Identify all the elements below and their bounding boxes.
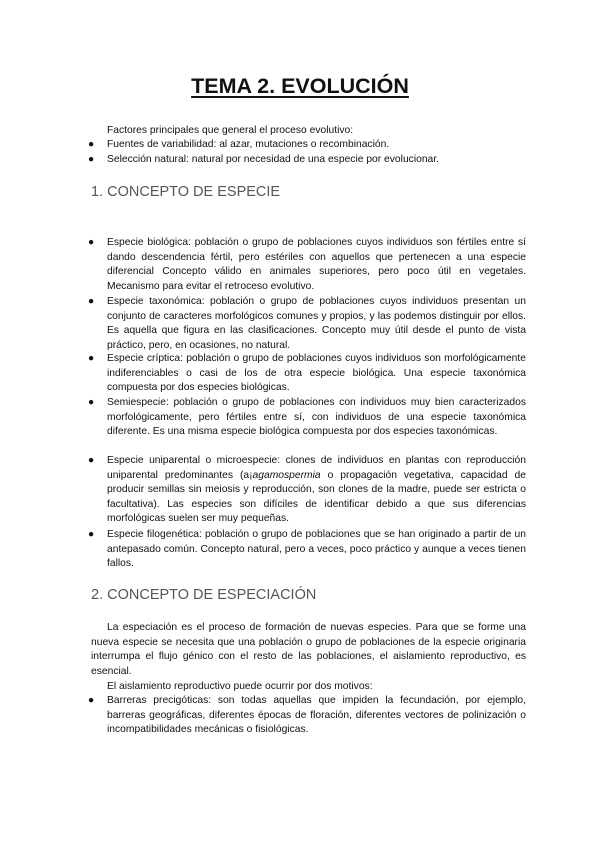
bullet-icon: ●: [88, 139, 95, 150]
bullet-icon: ●: [88, 237, 95, 248]
list-item: ● Especie uniparental o microespecie: clones de individuos en plantas con reproducción uniparental predominantes (a¡agamospermia o propagación vegetativa, capacidad de producir semillas sin meiosis y reproducción, son clones de la madre, puede ser estricta o facultativa). Las especies son difíciles de identificar debido a que sus diferencias morfológicas suelen ser muy pequeñas.: [88, 455, 526, 525]
intro-bullet-1: ● Fuentes de variabilidad: al azar, mutaciones o recombinación.: [107, 138, 507, 153]
section-1-heading: 1. CONCEPTO DE ESPECIE: [91, 184, 281, 200]
list-item: ● Barreras precigóticas: son todas aquellas que impiden la fecundación, por ejemplo, barreras geográficas, diferentes épocas de floración, diferentes vectores de polinización o incompatibilidades mecánicas o fisiológicas.: [88, 695, 526, 736]
bullet-icon: ●: [88, 397, 95, 408]
bullet-icon: ●: [88, 455, 95, 466]
list-item: ● Especie biológica: población o grupo de poblaciones cuyos individuos son fértiles entre sí dando descendencia fértil, pero estériles con aquellos que pertenecen a una especie diferencial Concepto válido en animales superiores, pero poco útil en vegetales. Mecanismo para evitar el retroceso evolutivo.: [88, 237, 526, 292]
italic-term: agamospermia: [252, 469, 321, 481]
list-item: ● Especie críptica: población o grupo de poblaciones cuyos individuos son morfológicamente indiferenciables o casi de los de otra especie biológica. Una especie taxonómica compuesta por dos especies biológicas.: [88, 353, 526, 394]
bullet-icon: ●: [88, 296, 95, 307]
bullet-icon: ●: [88, 695, 95, 706]
bullet-icon: ●: [88, 529, 95, 540]
section-2-lead: El aislamiento reproductivo puede ocurrir por dos motivos:: [107, 681, 373, 692]
bullet-icon: ●: [88, 353, 95, 364]
intro-text: Factores principales que general el proceso evolutivo:: [107, 125, 354, 136]
intro-bullet-2: ● Selección natural: natural por necesidad de una especie por evolucionar.: [107, 153, 507, 168]
list-item: ● Especie taxonómica: población o grupo de poblaciones cuyos individuos presentan un conjunto de caracteres morfológicos comunes y propios, y las podemos distinguir por ellos. Es aquella que figura en las clasificaciones. Concepto muy útil desde el punto de vista práctico, pero, en ocasiones, no natural.: [88, 296, 526, 351]
page-title: TEMA 2. EVOLUCIÓN: [191, 74, 409, 98]
section-2-paragraph: La especiación es el proceso de formación de nuevas especies. Para que se forme una nueva especie se necesita que una población o grupo de poblaciones de la especie originaria interrumpa el flujo génico con el resto de las poblaciones, el aislamiento reproductivo, es esencial.: [91, 622, 526, 677]
list-item: ● Semiespecie: población o grupo de poblaciones con individuos muy bien caracterizados morfológicamente, pero fértiles entre sí, con individuos de una especie taxonómica diferente. Es una misma especie biológica compuesta por dos especies taxonómicas.: [88, 397, 526, 438]
list-item: ● Especie filogenética: población o grupo de poblaciones que se han originado a partir de un antepasado común. Concepto natural, pero a veces, poco práctico y aunque a veces tienen fallos.: [88, 529, 526, 570]
bullet-icon: ●: [88, 154, 95, 165]
section-2-heading: 2. CONCEPTO DE ESPECIACIÓN: [91, 587, 317, 603]
